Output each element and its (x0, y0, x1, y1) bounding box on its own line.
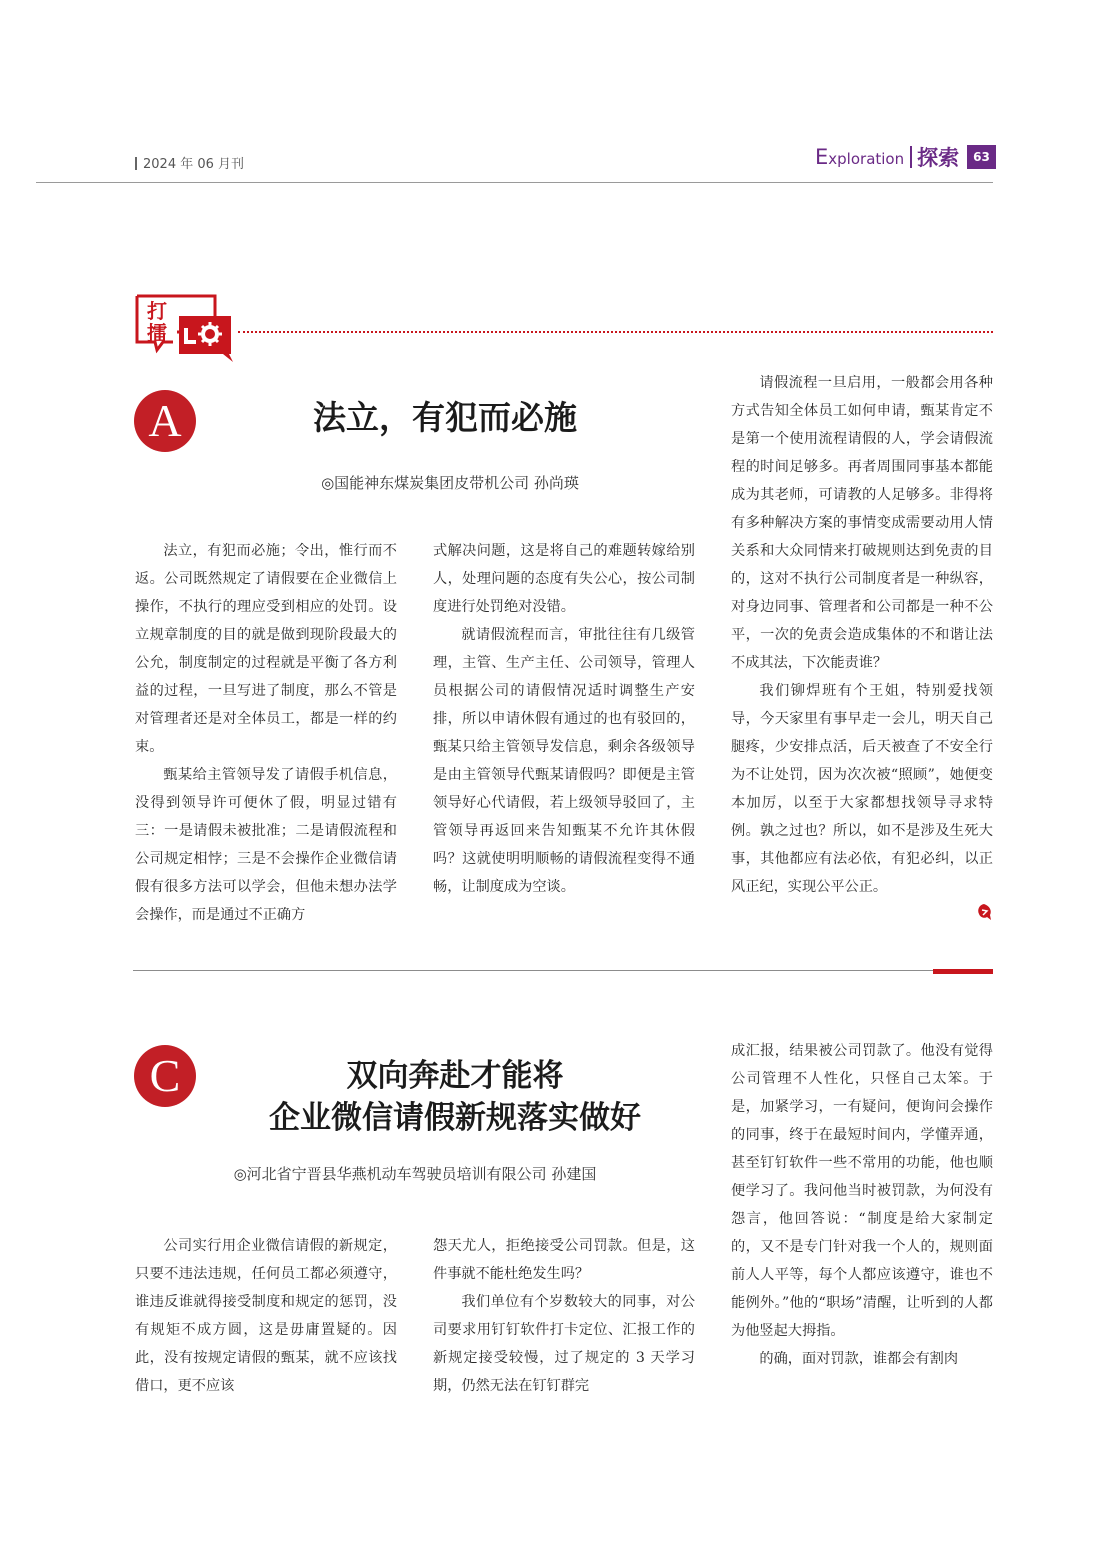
section-header (815, 142, 996, 172)
issue-date (135, 153, 244, 172)
dotted-divider (238, 331, 993, 333)
paragraph: 我们单位有个岁数较大的同事，对公司要求用钉钉软件打卡定位、汇报工作的新规定接受较慢，过了规定的 3 天学习期，仍然无法在钉钉群完 (433, 1294, 695, 1394)
drop-letter-c: C (134, 1045, 196, 1107)
column-logo-char-2: 擂 (147, 321, 167, 345)
article-a-title: 法立，有犯而必施 (313, 398, 577, 437)
paragraph: 甄某给主管领导发了请假手机信息，没得到领导许可便休了假，明显过错有三：一是请假未被批准；二是请假流程和公司规定相悖；三是不会操作企业微信请假有很多方法可以学会，但他未想办法学会操作，而是通过不正确方 (135, 767, 397, 923)
issue-date-text: 2024 年 06 月刊 (143, 157, 245, 172)
article-a-byline: ◎国能神东煤炭集团皮带机公司 孙尚瑛 (321, 474, 579, 492)
header-divider (910, 146, 912, 168)
article-separator (133, 970, 993, 971)
section-name-en (815, 145, 904, 169)
paragraph-continued: 怨天尤人，拒绝接受公司罚款。但是，这件事就不能杜绝发生吗？ (433, 1238, 695, 1282)
section-name-en-rest: xploration (828, 150, 905, 168)
article-c-byline: ◎河北省宁晋县华燕机动车驾驶员培训有限公司 孙建国 (233, 1165, 597, 1183)
paragraph-continued: 式解决问题，这是将自己的难题转嫁给别人，处理问题的态度有失公心，按公司制度进行处罚绝对没错。 (433, 543, 695, 615)
article-separator-accent (933, 969, 993, 974)
page-number: 63 (967, 145, 996, 169)
article-c-title-line-1: 双向奔赴才能将 (346, 1058, 564, 1094)
section-name-zh: 探索 (917, 146, 960, 170)
article-c-column-2 (433, 1232, 695, 1400)
section-name-en-initial: E (815, 145, 829, 169)
paragraph: 法立，有犯而必施；令出，惟行而不返。公司既然规定了请假要在企业微信上操作，不执行的理应受到相应的处罚。设立规章制度的目的就是做到现阶段最大的公允，制度制定的过程就是平衡了各方利益的过程，一旦写进了制度，那么不管是对管理者还是对全体员工，都是一样的约束。 (135, 543, 397, 755)
drop-letter-a: A (134, 390, 196, 452)
paragraph-continued: 成汇报，结果被公司罚款了。他没有觉得公司管理不人性化，只怪自己太笨。于是，加紧学习，一有疑问，便询问会操作的同事，终于在最短时间内，学懂弄通，甚至钉钉软件一些不常用的功能，他也顺便学习了。我问他当时被罚款，为何没有怨言，他回答说：“制度是给大家制定的，又不是专门针对我一个人的，规则面前人人平等，每个人都应该遵守，谁也不能例外。”他的“职场”清醒，让听到的人都为他竖起大拇指。 (731, 1043, 993, 1339)
article-c-title-line-2: 企业微信请假新规落实做好 (269, 1100, 641, 1136)
paragraph: 公司实行用企业微信请假的新规定，只要不违法违规，任何员工都必须遵守，谁违反谁就得接受制度和规定的惩罚，没有规矩不成方圆，这是毋庸置疑的。因此，没有按规定请假的甄某，就不应该找借口，更不应该 (135, 1238, 397, 1394)
header-rule (36, 182, 993, 183)
paragraph: 的确，面对罚款，谁都会有割肉 (759, 1351, 959, 1367)
article-c-title (220, 1055, 690, 1139)
end-mark-icon (975, 903, 993, 921)
column-logo-icon (133, 294, 238, 364)
column-logo-char-1: 打 (147, 299, 167, 323)
article-a-column-3 (731, 369, 993, 901)
article-c-column-1 (135, 1232, 397, 1400)
paragraph: 请假流程一旦启用，一般都会用各种方式告知全体员工如何申请，甄某肯定不是第一个使用流程请假的人，学会请假流程的时间足够多。再者周围同事基本都能成为其老师，可请教的人足够多。非得将有多种解决方案的事情变成需要动用人情关系和大众同情来打破规则达到免责的目的，这对不执行公司制度者是一种纵容，对身边同事、管理者和公司都是一种不公平，一次的免责会造成集体的不和谐让法不成其法，下次能责谁？ (731, 375, 993, 671)
paragraph: 我们铆焊班有个王姐，特别爱找领导，今天家里有事早走一会儿，明天自己腿疼，少安排点活，后天被查了不安全行为不让处罚，因为次次被“照顾”，她便变本加厉，以至于大家都想找领导寻求特例。孰之过也？所以，如不是涉及生死大事，其他都应有法必依，有犯必纠，以正风正纪，实现公平公正。 (731, 683, 993, 895)
article-c-column-3 (731, 1037, 993, 1373)
article-a-column-1 (135, 537, 397, 929)
paragraph: 就请假流程而言，审批往往有几级管理，主管、生产主任、公司领导，管理人员根据公司的请假情况适时调整生产安排，所以申请休假有通过的也有驳回的，甄某只给主管领导发信息，剩余各级领导是由主管领导代甄某请假吗？即便是主管领导好心代请假，若上级领导驳回了，主管领导再返回来告知甄某不允许其休假吗？这就使明明顺畅的请假流程变得不通畅，让制度成为空谈。 (433, 627, 695, 895)
article-a-column-2 (433, 537, 695, 901)
